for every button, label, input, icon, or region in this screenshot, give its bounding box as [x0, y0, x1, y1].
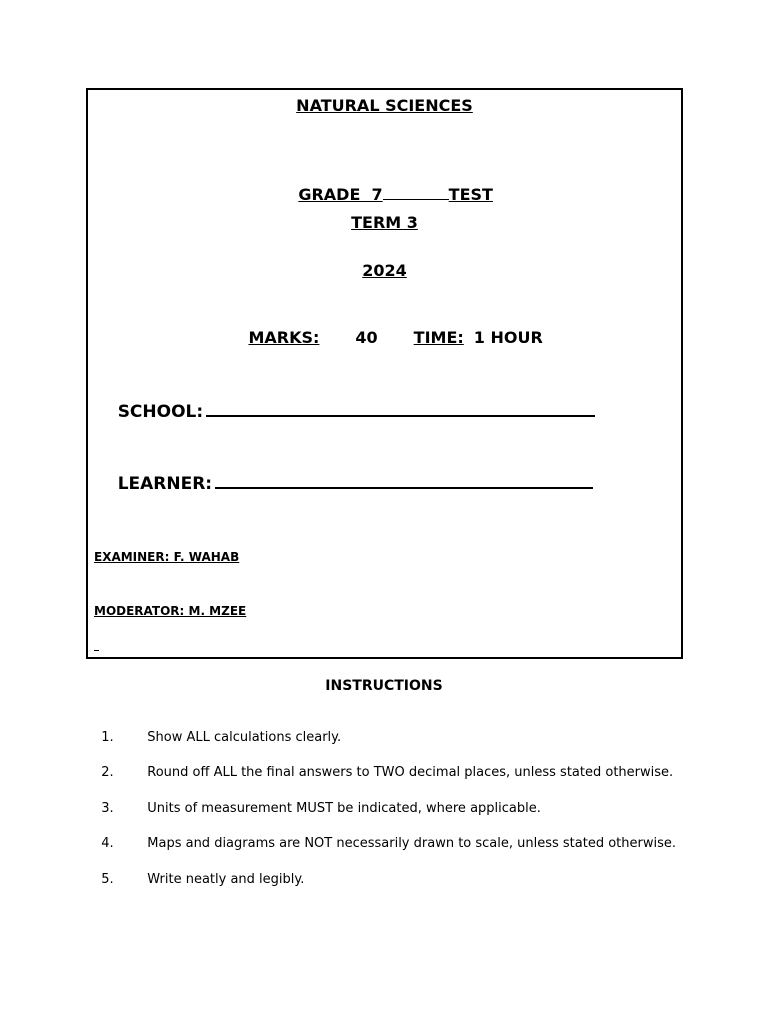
marks-label: MARKS:	[248, 328, 320, 347]
examiner-label: EXAMINER: F. WAHAB	[94, 550, 240, 564]
instruction-number: 4.	[101, 836, 114, 851]
learner-label: LEARNER:	[117, 474, 213, 494]
instruction-item	[93, 750, 673, 780]
moderator-label: MODERATOR: M. MZEE	[94, 604, 247, 618]
instruction-number: 3.	[101, 801, 114, 816]
instruction-number: 5.	[101, 872, 114, 887]
test-label: TEST	[448, 185, 493, 204]
term-label: TERM 3	[351, 213, 418, 232]
instruction-item	[93, 857, 304, 887]
school-input-line[interactable]	[206, 399, 595, 417]
instruction-text: Maps and diagrams are NOT necessarily drawn to scale, unless stated otherwise.	[147, 836, 677, 851]
underline-stub	[94, 650, 99, 651]
subject-title: NATURAL SCIENCES	[296, 96, 473, 115]
marks-time-line	[88, 309, 681, 366]
time-label: TIME:	[413, 328, 464, 347]
school-label: SCHOOL:	[117, 402, 204, 422]
year-label: 2024	[362, 261, 407, 280]
grade-label: GRADE 7	[298, 185, 383, 204]
school-field	[94, 379, 595, 442]
instruction-item	[93, 786, 541, 816]
instructions-title: INSTRUCTIONS	[325, 678, 443, 694]
learner-field	[94, 451, 593, 514]
marks-value: 40	[355, 328, 378, 347]
learner-input-line[interactable]	[215, 471, 593, 489]
instruction-text: Units of measurement MUST be indicated, where applicable.	[147, 801, 541, 816]
cover-box	[86, 88, 683, 659]
instruction-text: Round off ALL the final answers to TWO decimal places, unless stated otherwise.	[147, 765, 674, 780]
time-value: 1 HOUR	[473, 328, 543, 347]
instruction-text: Write neatly and legibly.	[147, 872, 305, 887]
instruction-number: 1.	[101, 730, 114, 745]
instruction-item	[93, 821, 676, 851]
instruction-text: Show ALL calculations clearly.	[147, 730, 342, 745]
instruction-number: 2.	[101, 765, 114, 780]
instruction-item	[93, 715, 341, 745]
